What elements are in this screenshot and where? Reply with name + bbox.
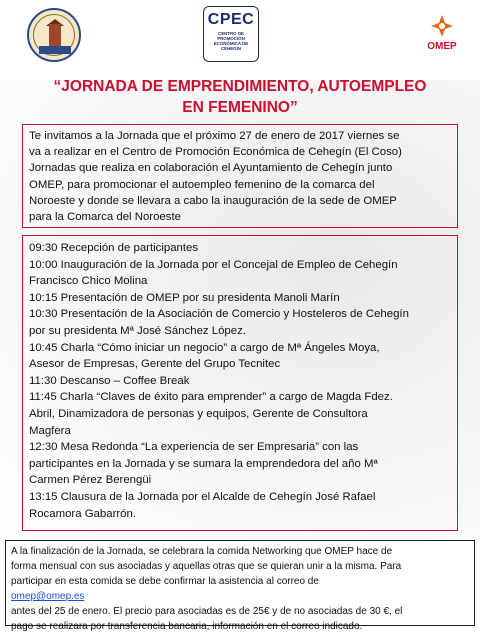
- cpec-logo-subtitle: CENTRO DE PROMOCIÓN ECONÓMICA DE CEHEGÍN: [213, 31, 249, 51]
- cpec-logo: [203, 6, 259, 62]
- page-title: [20, 76, 460, 118]
- intro-line: para la Comarca del Noroeste: [29, 211, 181, 224]
- schedule-line: Abril, Dinamizadora de personas y equipos, Gerente de Consultora: [29, 407, 368, 420]
- closing-line: forma mensual con sus asociadas y aquellas otras que se quieran unir a la misma. Para: [11, 561, 402, 572]
- closing-line-text: participar en esta comida se debe confirmar la asistencia al correo de: [11, 576, 319, 587]
- networking-info-box: [5, 540, 475, 632]
- closing-line: A la finalización de la Jornada, se celebrara la comida Networking que OMEP hace de: [11, 546, 393, 557]
- schedule-line: Francisco Chico Molina: [29, 275, 148, 288]
- schedule-line: 13:15 Clausura de la Jornada por el Alcalde de Cehegín José Rafael: [29, 490, 376, 503]
- program-schedule-box: [22, 235, 458, 531]
- intro-line: OMEP, para promocionar el autoempleo femenino de la comarca del: [29, 178, 375, 191]
- header-logos: [0, 0, 480, 72]
- title-line-1: “JORNADA DE EMPRENDIMIENTO, AUTOEMPLEO: [53, 78, 427, 95]
- schedule-line: 10:00 Inauguración de la Jornada por el Concejal de Empleo de Cehegín: [29, 258, 398, 271]
- cpec-logo-brand: CPEC: [207, 11, 255, 28]
- intro-line: Te invitamos a la Jornada que el próximo 27 de enero de 2017 viernes se: [29, 130, 400, 142]
- schedule-line: Carmen Pérez Berengüi: [29, 474, 152, 487]
- title-line-2: EN FEMENINO”: [182, 99, 298, 116]
- intro-line: Noroeste y donde se llevara a cabo la inauguración de la sede de OMEP: [29, 194, 397, 207]
- schedule-line: 10:15 Presentación de OMEP por su presidenta Manoli Marín: [29, 291, 340, 304]
- intro-line: va a realizar en el Centro de Promoción Económica de Cehegín (El Coso): [29, 146, 402, 159]
- intro-line: Jornadas que realiza en colaboración el Ayuntamiento de Cehegín junto: [29, 162, 393, 175]
- intro-box: [22, 124, 458, 228]
- schedule-line: por su presidenta Mª José Sánchez López.: [29, 324, 246, 337]
- omep-star-icon: [430, 14, 454, 38]
- schedule-line: 09:30 Recepción de participantes: [29, 242, 199, 254]
- schedule-line: 10:45 Charla “Cómo iniciar un negocio” a cargo de Mª Ángeles Moya,: [29, 341, 380, 354]
- coat-of-arms-logo: [27, 8, 81, 62]
- email-link[interactable]: omep@omep.es: [11, 591, 85, 602]
- schedule-line: Magfera: [29, 424, 71, 437]
- omep-logo: [420, 14, 464, 58]
- schedule-line: Asesor de Empresas, Gerente del Grupo Tecnitec: [29, 358, 281, 371]
- schedule-line: 10:30 Presentación de la Asociación de Comercio y Hosteleros de Cehegín: [29, 308, 409, 321]
- closing-line-with-email: [11, 574, 469, 604]
- schedule-line: Rocamora Gabarrón.: [29, 507, 136, 520]
- schedule-line: 12:30 Mesa Redonda “La experiencia de ser Empresaria” con las: [29, 441, 359, 454]
- schedule-line: 11:30 Descanso – Coffee Break: [29, 374, 190, 387]
- omep-logo-name: OMEP: [427, 41, 457, 52]
- closing-line: pago se realizara por transferencia bancaria, información en el correo indicado.: [11, 621, 363, 632]
- schedule-line: 11:45 Charla “Claves de éxito para emprender” a cargo de Magda Fdez.: [29, 391, 393, 404]
- closing-line: antes del 25 de enero. El precio para asociadas es de 25€ y de no asociadas de 30 €, el: [11, 606, 403, 617]
- schedule-line: participantes en la Jornada y se sumara la emprendedora del año Mª: [29, 457, 378, 470]
